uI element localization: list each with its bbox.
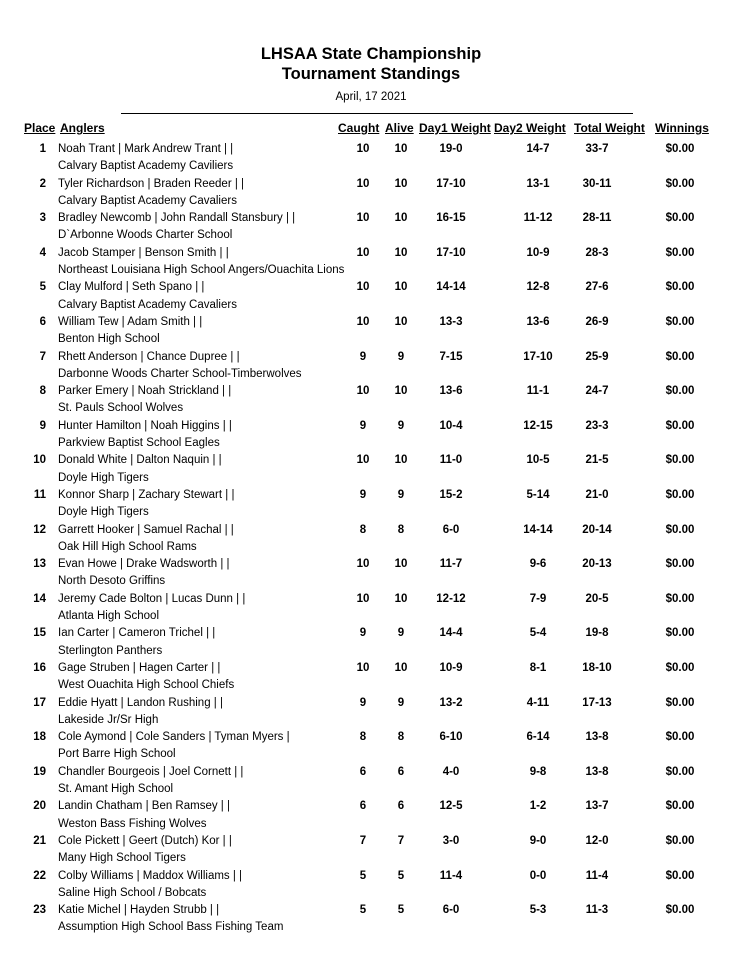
- caught-count: 8: [359, 731, 367, 744]
- table-row: [0, 729, 742, 764]
- title-line-1: LHSAA State Championship: [260, 45, 482, 63]
- table-row: [0, 902, 742, 937]
- day1-weight: 19-0: [439, 143, 463, 155]
- anglers-names: Jeremy Cade Bolton | Lucas Dunn | |: [58, 592, 246, 605]
- winnings-amount: $0.00: [665, 177, 695, 190]
- caught-count: 10: [356, 177, 370, 190]
- winnings-amount: $0.00: [665, 246, 695, 259]
- table-row: [0, 695, 742, 730]
- winnings-amount: $0.00: [665, 800, 695, 813]
- day2-weight: 11-1: [526, 385, 550, 398]
- page-title: [0, 44, 742, 84]
- alive-count: 10: [394, 454, 408, 467]
- table-row: [0, 349, 742, 384]
- anglers-names: Colby Williams | Maddox Williams | |: [58, 869, 243, 882]
- alive-count: 9: [397, 696, 405, 709]
- day1-weight: 13-6: [439, 385, 463, 398]
- col-header-anglers: Anglers: [60, 121, 105, 135]
- col-header-day2: Day2 Weight: [494, 121, 566, 135]
- caught-count: 6: [359, 800, 367, 813]
- anglers-names: Cole Aymond | Cole Sanders | Tyman Myers |: [58, 731, 290, 744]
- alive-count: 6: [397, 800, 405, 813]
- caught-count: 10: [356, 246, 370, 259]
- total-weight: 12-0: [585, 835, 609, 847]
- team-name: Calvary Baptist Academy Cavaliers: [58, 298, 237, 311]
- total-weight: 25-9: [585, 350, 609, 363]
- day2-weight: 17-10: [523, 350, 553, 363]
- team-name: Parkview Baptist School Eagles: [58, 437, 220, 450]
- team-name: Benton High School: [58, 333, 160, 346]
- team-name: D`Arbonne Woods Charter School: [58, 229, 233, 242]
- caught-count: 7: [359, 835, 367, 847]
- total-weight: 23-3: [585, 419, 609, 432]
- anglers-names: Rhett Anderson | Chance Dupree | |: [58, 350, 240, 363]
- anglers-names: Chandler Bourgeois | Joel Cornett | |: [58, 765, 244, 778]
- table-row: [0, 418, 742, 453]
- col-header-alive: Alive: [385, 121, 414, 135]
- alive-count: 9: [397, 489, 405, 501]
- total-weight: 13-8: [585, 731, 609, 744]
- table-row: [0, 798, 742, 833]
- winnings-amount: $0.00: [665, 627, 695, 640]
- col-header-caught: Caught: [338, 121, 380, 135]
- team-name: Many High School Tigers: [58, 852, 186, 865]
- anglers-names: Jacob Stamper | Benson Smith | |: [58, 246, 229, 259]
- place-number: 16: [33, 662, 46, 674]
- day2-weight: 8-1: [529, 662, 547, 674]
- alive-count: 10: [394, 385, 408, 398]
- total-weight: 20-5: [585, 592, 609, 605]
- table-row: [0, 625, 742, 660]
- col-header-winnings: Winnings: [655, 121, 709, 135]
- day1-weight: 6-10: [439, 731, 463, 744]
- place-number: 22: [33, 869, 46, 882]
- day2-weight: 7-9: [529, 592, 547, 605]
- winnings-amount: $0.00: [665, 385, 695, 398]
- alive-count: 10: [394, 592, 408, 605]
- caught-count: 10: [356, 281, 370, 294]
- alive-count: 10: [394, 316, 408, 328]
- winnings-amount: $0.00: [665, 696, 695, 709]
- team-name: Port Barre High School: [58, 748, 176, 761]
- day1-weight: 12-5: [439, 800, 463, 813]
- caught-count: 10: [356, 385, 370, 398]
- table-row: [0, 452, 742, 487]
- anglers-names: Parker Emery | Noah Strickland | |: [58, 385, 232, 398]
- winnings-amount: $0.00: [665, 212, 695, 225]
- day1-weight: 11-0: [439, 454, 463, 467]
- winnings-amount: $0.00: [665, 419, 695, 432]
- caught-count: 10: [356, 143, 370, 155]
- day1-weight: 6-0: [442, 904, 460, 917]
- place-number: 10: [33, 454, 46, 467]
- alive-count: 10: [394, 558, 408, 571]
- place-number: 11: [33, 489, 46, 501]
- winnings-amount: $0.00: [665, 281, 695, 294]
- team-name: Sterlington Panthers: [58, 644, 163, 657]
- total-weight: 24-7: [585, 385, 609, 398]
- winnings-amount: $0.00: [665, 489, 695, 501]
- team-name: Calvary Baptist Academy Cavaliers: [58, 194, 237, 207]
- total-weight: 11-4: [585, 869, 609, 882]
- winnings-amount: $0.00: [665, 558, 695, 571]
- anglers-names: Donald White | Dalton Naquin | |: [58, 454, 222, 467]
- place-number: 15: [33, 627, 46, 640]
- table-row: [0, 383, 742, 418]
- place-number: 14: [33, 592, 46, 605]
- place-number: 8: [39, 385, 46, 398]
- tournament-date: April, 17 2021: [335, 91, 407, 103]
- caught-count: 5: [359, 869, 367, 882]
- team-name: Weston Bass Fishing Wolves: [58, 817, 207, 830]
- total-weight: 11-3: [585, 904, 609, 917]
- total-weight: 18-10: [582, 662, 612, 674]
- day2-weight: 12-8: [526, 281, 550, 294]
- header-divider: [121, 113, 633, 114]
- anglers-names: Konnor Sharp | Zachary Stewart | |: [58, 489, 235, 501]
- alive-count: 10: [394, 281, 408, 294]
- team-name: West Ouachita High School Chiefs: [58, 679, 235, 692]
- day1-weight: 11-4: [439, 869, 463, 882]
- caught-count: 10: [356, 316, 370, 328]
- caught-count: 9: [359, 419, 367, 432]
- team-name: Doyle High Tigers: [58, 471, 149, 484]
- winnings-amount: $0.00: [665, 765, 695, 778]
- anglers-names: Gage Struben | Hagen Carter | |: [58, 662, 221, 674]
- total-weight: 33-7: [585, 143, 609, 155]
- title-line-2: Tournament Standings: [281, 65, 461, 83]
- winnings-amount: $0.00: [665, 731, 695, 744]
- alive-count: 9: [397, 627, 405, 640]
- alive-count: 10: [394, 143, 408, 155]
- anglers-names: William Tew | Adam Smith | |: [58, 316, 203, 328]
- alive-count: 8: [397, 523, 405, 536]
- day2-weight: 1-2: [529, 800, 547, 813]
- day1-weight: 10-9: [439, 662, 463, 674]
- winnings-amount: $0.00: [665, 869, 695, 882]
- table-row: [0, 660, 742, 695]
- caught-count: 8: [359, 523, 367, 536]
- day2-weight: 5-3: [529, 904, 547, 917]
- day1-weight: 13-3: [439, 316, 463, 328]
- day2-weight: 10-9: [526, 246, 550, 259]
- anglers-names: Ian Carter | Cameron Trichel | |: [58, 627, 216, 640]
- total-weight: 13-7: [585, 800, 609, 813]
- total-weight: 20-13: [582, 558, 612, 571]
- winnings-amount: $0.00: [665, 143, 695, 155]
- day2-weight: 0-0: [529, 869, 547, 882]
- col-header-total: Total Weight: [574, 121, 645, 135]
- team-name: Doyle High Tigers: [58, 506, 149, 519]
- anglers-names: Garrett Hooker | Samuel Rachal | |: [58, 523, 234, 536]
- team-name: North Desoto Griffins: [58, 575, 166, 588]
- table-row: [0, 245, 742, 280]
- caught-count: 5: [359, 904, 367, 917]
- winnings-amount: $0.00: [665, 350, 695, 363]
- winnings-amount: $0.00: [665, 835, 695, 847]
- total-weight: 26-9: [585, 316, 609, 328]
- team-name: Oak Hill High School Rams: [58, 540, 197, 553]
- table-row: [0, 176, 742, 211]
- table-row: [0, 522, 742, 557]
- day1-weight: 13-2: [439, 696, 463, 709]
- anglers-names: Katie Michel | Hayden Strubb | |: [58, 904, 220, 917]
- total-weight: 30-11: [582, 177, 612, 190]
- team-name: St. Pauls School Wolves: [58, 402, 184, 415]
- team-name: Assumption High School Bass Fishing Team: [58, 921, 284, 934]
- total-weight: 27-6: [585, 281, 609, 294]
- day1-weight: 7-15: [439, 350, 463, 363]
- place-number: 12: [33, 523, 46, 536]
- caught-count: 9: [359, 489, 367, 501]
- total-weight: 13-8: [585, 765, 609, 778]
- alive-count: 8: [397, 731, 405, 744]
- day2-weight: 11-12: [523, 212, 553, 225]
- day1-weight: 14-4: [439, 627, 463, 640]
- total-weight: 20-14: [582, 523, 612, 536]
- table-row: [0, 591, 742, 626]
- place-number: 4: [39, 246, 46, 259]
- place-number: 17: [33, 696, 46, 709]
- day2-weight: 6-14: [526, 731, 550, 744]
- day1-weight: 3-0: [442, 835, 460, 847]
- place-number: 3: [39, 212, 46, 225]
- anglers-names: Evan Howe | Drake Wadsworth | |: [58, 558, 230, 571]
- winnings-amount: $0.00: [665, 316, 695, 328]
- team-name: Lakeside Jr/Sr High: [58, 713, 159, 726]
- day1-weight: 17-10: [436, 177, 466, 190]
- winnings-amount: $0.00: [665, 662, 695, 674]
- day1-weight: 14-14: [436, 281, 466, 294]
- place-number: 23: [33, 904, 46, 917]
- alive-count: 10: [394, 212, 408, 225]
- place-number: 21: [33, 835, 46, 847]
- team-name: Northeast Louisiana High School Angers/Ouachita Lions: [58, 264, 345, 277]
- alive-count: 9: [397, 419, 405, 432]
- place-number: 9: [39, 419, 46, 432]
- anglers-names: Hunter Hamilton | Noah Higgins | |: [58, 419, 232, 432]
- place-number: 1: [39, 143, 46, 155]
- table-row: [0, 210, 742, 245]
- table-row: [0, 487, 742, 522]
- anglers-names: Landin Chatham | Ben Ramsey | |: [58, 800, 230, 813]
- anglers-names: Noah Trant | Mark Andrew Trant | |: [58, 143, 234, 155]
- team-name: St. Amant High School: [58, 783, 174, 796]
- total-weight: 21-5: [585, 454, 609, 467]
- day2-weight: 12-15: [523, 419, 553, 432]
- day2-weight: 13-6: [526, 316, 550, 328]
- total-weight: 17-13: [582, 696, 612, 709]
- caught-count: 9: [359, 350, 367, 363]
- day1-weight: 11-7: [439, 558, 463, 571]
- place-number: 19: [33, 765, 46, 778]
- alive-count: 6: [397, 765, 405, 778]
- total-weight: 19-8: [585, 627, 609, 640]
- day2-weight: 9-0: [529, 835, 547, 847]
- place-number: 20: [33, 800, 46, 813]
- col-header-place: Place: [24, 121, 56, 135]
- anglers-names: Eddie Hyatt | Landon Rushing | |: [58, 696, 223, 709]
- table-row: [0, 279, 742, 314]
- total-weight: 28-3: [585, 246, 609, 259]
- day2-weight: 13-1: [526, 177, 550, 190]
- day1-weight: 16-15: [436, 212, 466, 225]
- winnings-amount: $0.00: [665, 904, 695, 917]
- anglers-names: Cole Pickett | Geert (Dutch) Kor | |: [58, 835, 232, 847]
- place-number: 6: [39, 316, 46, 328]
- winnings-amount: $0.00: [665, 454, 695, 467]
- day2-weight: 5-4: [529, 627, 547, 640]
- caught-count: 10: [356, 592, 370, 605]
- team-name: Darbonne Woods Charter School-Timberwolves: [58, 367, 302, 380]
- table-row: [0, 314, 742, 349]
- table-row: [0, 556, 742, 591]
- caught-count: 9: [359, 627, 367, 640]
- winnings-amount: $0.00: [665, 523, 695, 536]
- winnings-amount: $0.00: [665, 592, 695, 605]
- alive-count: 10: [394, 177, 408, 190]
- table-row: [0, 868, 742, 903]
- table-row: [0, 764, 742, 799]
- day2-weight: 9-8: [529, 765, 547, 778]
- day2-weight: 14-14: [523, 523, 553, 536]
- caught-count: 10: [356, 558, 370, 571]
- anglers-names: Clay Mulford | Seth Spano | |: [58, 281, 205, 294]
- anglers-names: Tyler Richardson | Braden Reeder | |: [58, 177, 245, 190]
- table-row: [0, 833, 742, 868]
- place-number: 13: [33, 558, 46, 571]
- day1-weight: 4-0: [442, 765, 460, 778]
- day1-weight: 12-12: [436, 592, 466, 605]
- day1-weight: 17-10: [436, 246, 466, 259]
- team-name: Saline High School / Bobcats: [58, 886, 207, 899]
- alive-count: 7: [397, 835, 405, 847]
- team-name: Calvary Baptist Academy Caviliers: [58, 160, 234, 173]
- caught-count: 9: [359, 696, 367, 709]
- table-row: [0, 141, 742, 176]
- day2-weight: 9-6: [529, 558, 547, 571]
- caught-count: 10: [356, 212, 370, 225]
- place-number: 7: [39, 350, 46, 363]
- place-number: 18: [33, 731, 46, 744]
- day1-weight: 15-2: [439, 489, 463, 501]
- total-weight: 28-11: [582, 212, 612, 225]
- alive-count: 10: [394, 246, 408, 259]
- day2-weight: 14-7: [526, 143, 550, 155]
- total-weight: 21-0: [585, 489, 609, 501]
- caught-count: 10: [356, 454, 370, 467]
- alive-count: 5: [397, 904, 405, 917]
- team-name: Atlanta High School: [58, 610, 160, 623]
- place-number: 2: [39, 177, 46, 190]
- alive-count: 9: [397, 350, 405, 363]
- alive-count: 10: [394, 662, 408, 674]
- day1-weight: 10-4: [439, 419, 463, 432]
- day2-weight: 4-11: [526, 696, 550, 709]
- alive-count: 5: [397, 869, 405, 882]
- day1-weight: 6-0: [442, 523, 460, 536]
- day2-weight: 10-5: [526, 454, 550, 467]
- anglers-names: Bradley Newcomb | John Randall Stansbury | |: [58, 212, 296, 225]
- col-header-day1: Day1 Weight: [419, 121, 491, 135]
- day2-weight: 5-14: [526, 489, 550, 501]
- place-number: 5: [39, 281, 46, 294]
- caught-count: 10: [356, 662, 370, 674]
- caught-count: 6: [359, 765, 367, 778]
